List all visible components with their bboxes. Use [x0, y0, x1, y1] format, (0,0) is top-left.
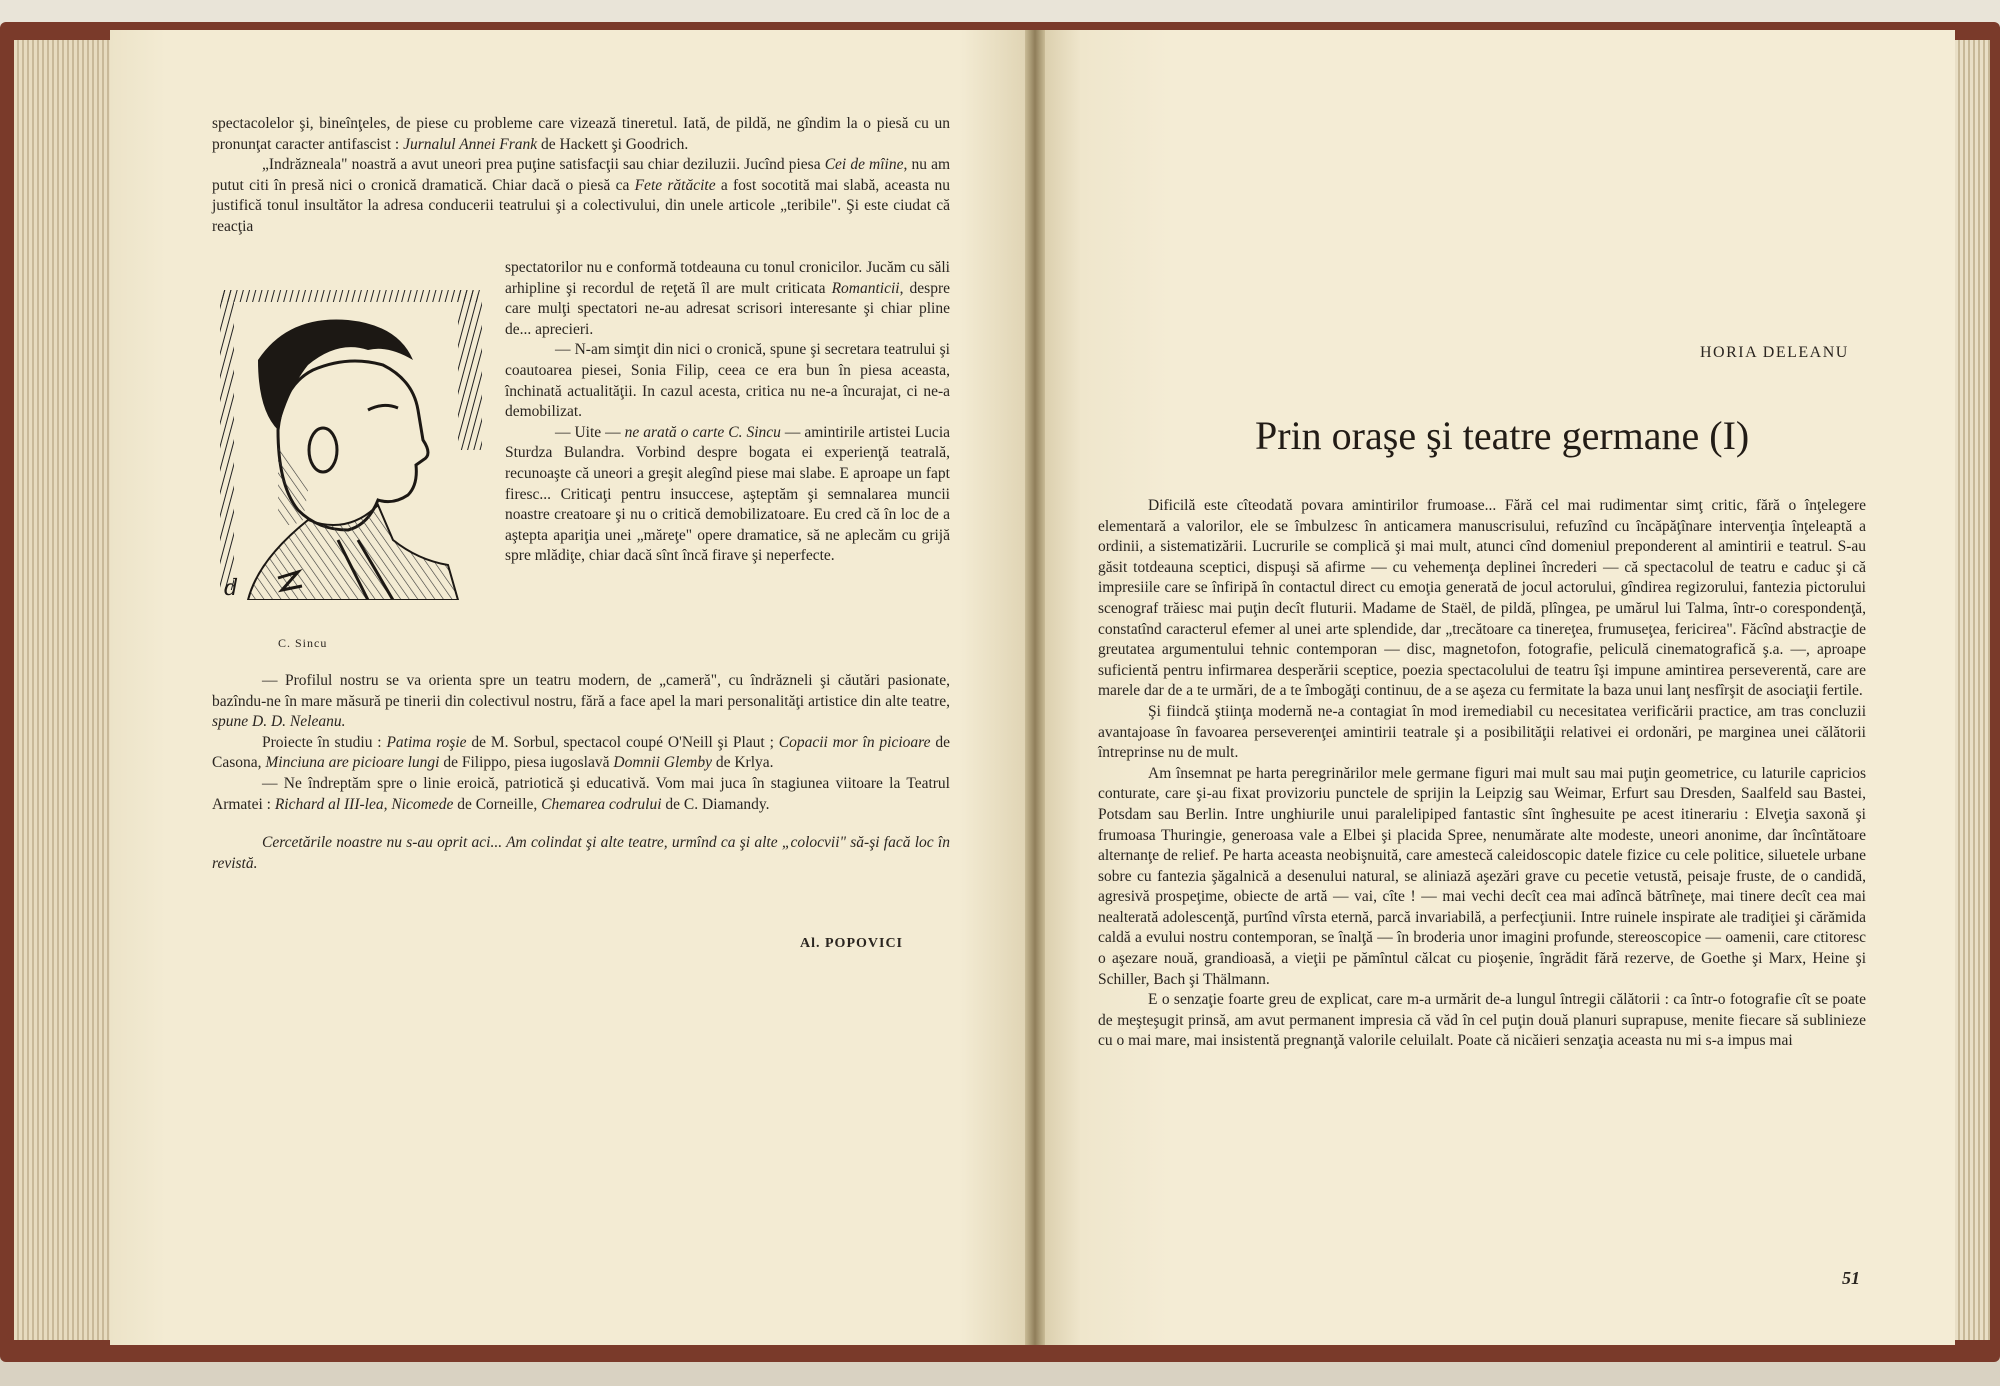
left-intro-paragraph-2: „Indrăzneala" noastră a avut uneori prea puţine satisfacţii sau chiar deziluzii. Jucînd piesa Cei de mîine, nu am putut citi în presă nici o cronică dramatică. Chiar dacă o piesă ca Fete rătăcite a fost socotită mai slabă, aceasta nu justifică tonul insultător la adresa conducerii teatrului şi a colectivului, din unele articole „teribile". Şi este ciudat că reacţia	[212, 156, 951, 235]
left-lower-text	[212, 671, 950, 874]
left-intro-paragraph-1: spectacolelor şi, bineînţeles, de piese cu probleme care vizează tineretul. Iată, de pildă, ne gîndim la o piesă cu un pronunţat caracter antifascist : Jurnalul Annei Frank de Hackett şi Goodrich.	[212, 115, 950, 153]
page-number: 51	[1842, 1268, 1860, 1288]
article-title: Prin oraşe şi teatre germane (I)	[1255, 413, 1750, 458]
caricature-drawing	[218, 290, 488, 600]
article-paragraph-2: Şi fiindcă ştiinţa modernă ne-a contagiat în mod iremediabil cu necesitatea verificării practice, am tras concluzii avantajoase în favoarea perseverenţei amintirii teatrale şi a posibilităţii relativei ei ordonări, pe marginea unei călătorii întreprinse nu de mult.	[1098, 702, 1866, 762]
portrait-caricature	[218, 290, 488, 600]
side-paragraph-2: — N-am simţit din nici o cronică, spune şi secretara teatrului şi coautoarea piesei, Sonia Filip, ceea ce era bun în piesa aceasta, închinată actualităţii. In cazul acesta, critica nu ne-a încurajat, ci ne-a demobilizat.	[505, 341, 950, 421]
article-paragraph-4: E o senzaţie foarte greu de explicat, care m-a urmărit de-a lungul întregii călătorii : ca într-o fotografie cît se poate de meşteşugit prinsă, am avut permanent impresia că văd în cel puţin două planuri suprapuse, menite fiecare să sublinieze cu o mai mare, mai insistentă pregnanţă valorile celuilalt. Poate că nicăieri senzaţia aceasta nu mi s-a impus mai	[1098, 991, 1866, 1050]
author-signature: Al. POPOVICI	[800, 936, 903, 951]
lower-paragraph-3: — Ne îndreptăm spre o linie eroică, patriotică şi educativă. Vom mai juca în stagiunea viitoare la Teatrul Armatei : Richard al III-lea, Nicomede de Corneille, Chemarea codrului de C. Diamandy.	[212, 774, 950, 813]
left-side-text	[505, 258, 950, 567]
book-gutter	[1025, 30, 1045, 1345]
page-edges-left	[14, 40, 114, 1340]
svg-text:d: d	[224, 576, 239, 600]
closing-paragraph: Cercetările noastre nu s-au oprit aci... Am colindat şi alte teatre, urmînd ca şi alte „colocvii" să-şi facă loc în revistă.	[212, 834, 950, 872]
side-paragraph-3: — Uite — ne arată o carte C. Sincu — amintirile artistei Lucia Sturdza Bulandra. Vorbind despre bogata ei experienţă teatrală, recunoaşte că uneori a greşit alegînd piese mai slabe. E aproape un fapt firesc... Criticaţi pentru insuccese, aşteptăm şi semnalarea muncii noastre creatoare şi nu o critică demobilizatoare. Eu cred că în loc de a aştepta apariţia unei „măreţe" opere dramatice, să ne aplecăm cu grijă spre mlădiţe, chiar dacă sînt încă firave şi neperfecte.	[505, 423, 950, 565]
article-paragraph-1: Dificilă este cîteodată povara amintirilor frumoase... Fără cel mai rudimentar simţ critic, fără o înţelegere elementară a valorilor, ele se îmbulzesc în anticamera manuscrisului, refuzînd cu încăpăţînare intervenţia înţeleaptă a ordinii, a sistematizării. Lucrurile se complică şi mai mult, atunci cînd domeniul preponderent al amintirii e teatrul. S-au găsit totdeauna sceptici, dispuşi să afirme — cu vehemenţa deplinei încrederi — că spectacolul de teatru e caduc şi că impresiile care se înfiripă în contactul direct cu emoţia generată de jocul actorului, gîndirea regizorului, fantezia pictorului scenograf trăiesc mai puţin decît fluturii. Madame de Staël, de pildă, plîngea, pe umărul lui Talma, într-o corespondenţă, constatînd caracterul efemer al unei arte splendide, dar „trecătoare ca tinereţea, frumuseţea, fericirea". Făcînd abstracţie de greutatea argumentului tehnic contemporan — disc, magnetofon, fotografie, peliculă cinematografică ş.a. —, aproape suficientă pentru infirmarea desperării sceptice, poezia spectacolului de teatru îşi impune amintirea perseverentă, care are marele dar de a te urmări, de a te îmbogăţi continuu, de a se aşeza cu fermitate la baza unui lanţ nesfîrşit de asociaţii fertile.	[1098, 497, 1866, 700]
article-author: HORIA DELEANU	[1700, 344, 1849, 361]
article-body	[1098, 496, 1866, 1052]
side-paragraph-1: spectatorilor nu e conformă totdeauna cu tonul cronicilor. Jucăm cu săli arhipline şi recordul de reţetă îl are mult criticata Romanticii, despre care mulţi spectatori ne-au adresat scrisori interesante şi chiar pline de... aprecieri.	[505, 259, 951, 338]
figure-caption: C. Sincu	[278, 636, 328, 650]
article-paragraph-3: Am însemnat pe harta peregrinărilor mele germane figuri mai mult sau mai puţin geometrice, cu laturile capricios conturate, care şi-au fixat provizoriu punctele de sprijin la Leipzig sau Weimar, Erfurt sau Dresden, Saalfeld sau Bastei, Potsdam sau Berlin. Intre unghiurile unui paralelipiped fantastic sînt înghesuite pe acest itinerariu : Elveţia saxonă şi frumoasa Thuringie, generoasa vale a Elbei şi placida Spree, nenumărate alte modeste, uneori anonime, dar încîntătoare alternanţe de relief. Pe harta aceasta neobişnuită, care amestecă caleidoscopic datele fizice cu cele politice, siluetele urbane sobre cu fantezia şăgalnică a desenului natural, se aliniază aşezări grave cu pecetie vetustă, peisaje fruste, de o candidă, agresivă prospeţime, obiecte de artă — vai, cîte ! — mai vechi decît cea mai adîncă bătrîneţe, mai tinere decît cea mai nealterată adolescenţă, purtînd vîrsta eternă, parcă invariabilă, a perfecţiunii. Intre ruinele inspirate ale tradiţiei şi cărămida caldă a evului nostru contemporan, se înalţă — în broderia unor imagini profunde, stereoscopice — oamenii, care ctitoresc o aşezare nouă, grandioasă, a vieţii pe pămîntul călcat cu pioşenie, îngrădit fără rezerve, de Goethe şi Marx, Heine şi Schiller, Bach şi Thälmann.	[1098, 764, 1866, 988]
lower-paragraph-2: Proiecte în studiu : Patima roşie de M. Sorbul, spectacol coupé O'Neill şi Plaut ; Copacii mor în picioare de Casona, Minciuna are picioare lungi de Filippo, piesa iugoslavă Domnii Glemby de Krlya.	[212, 733, 951, 772]
lower-paragraph-1: — Profilul nostru se va orienta spre un teatru modern, de „cameră", cu îndrăzneli şi căutări pasionate, bazîndu-ne în mare măsură pe tinerii din colectivul nostru, fără a face apel la mari personalităţi artistice din alte teatre, spune D. D. Neleanu.	[212, 672, 950, 731]
left-intro-text	[212, 114, 950, 238]
